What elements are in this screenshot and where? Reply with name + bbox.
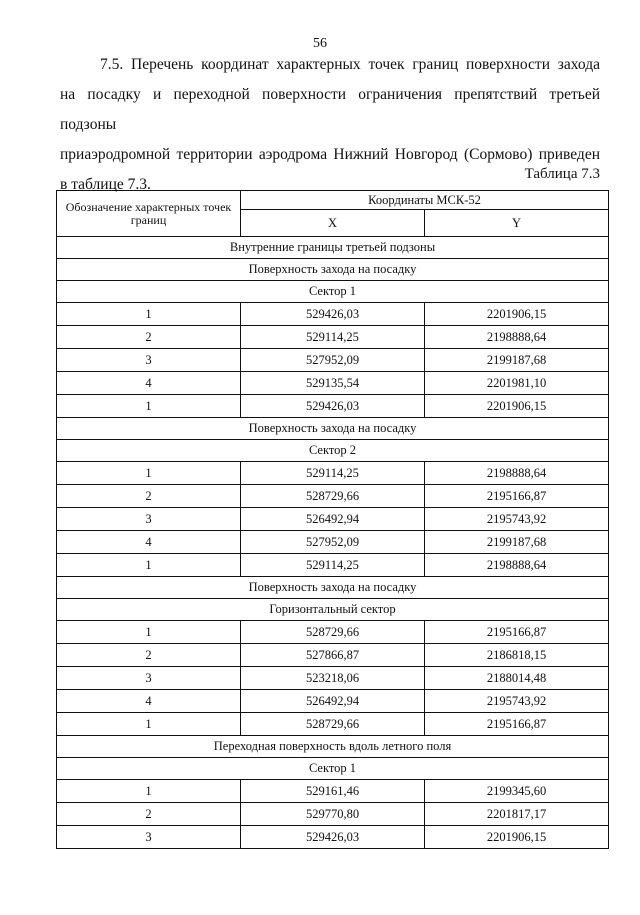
section-title: Сектор 1: [57, 758, 609, 780]
y-cell: 2195166,87: [425, 621, 609, 644]
table-body: [57, 237, 609, 849]
section-row: [57, 259, 609, 281]
x-cell: 529114,25: [241, 326, 425, 349]
table-row: [57, 349, 609, 372]
x-cell: 528729,66: [241, 713, 425, 736]
y-cell: 2201817,17: [425, 803, 609, 826]
point-cell: 1: [57, 395, 241, 418]
point-cell: 2: [57, 485, 241, 508]
y-cell: 2195743,92: [425, 690, 609, 713]
x-cell: 528729,66: [241, 485, 425, 508]
section-title: Внутренние границы третьей подзоны: [57, 237, 609, 259]
x-cell: 529770,80: [241, 803, 425, 826]
section-row: [57, 577, 609, 599]
point-cell: 1: [57, 462, 241, 485]
table-caption: Таблица 7.3: [524, 166, 600, 182]
point-cell: 3: [57, 826, 241, 849]
section-title: Горизонтальный сектор: [57, 599, 609, 621]
y-cell: 2201906,15: [425, 826, 609, 849]
y-cell: 2199345,60: [425, 780, 609, 803]
y-cell: 2199187,68: [425, 349, 609, 372]
table-row: [57, 508, 609, 531]
x-cell: 527952,09: [241, 531, 425, 554]
intro-line-4: в таблице 7.3.: [60, 176, 151, 193]
table-row: [57, 326, 609, 349]
y-cell: 2188014,48: [425, 667, 609, 690]
y-cell: 2198888,64: [425, 554, 609, 577]
table-row: [57, 713, 609, 736]
y-cell: 2198888,64: [425, 326, 609, 349]
point-cell: 3: [57, 667, 241, 690]
y-cell: 2201906,15: [425, 395, 609, 418]
intro-line-2: на посадку и переходной поверхности ограничения препятствий третьей подзоны: [60, 86, 600, 133]
section-row: [57, 736, 609, 758]
table-row: [57, 395, 609, 418]
y-cell: 2186818,15: [425, 644, 609, 667]
table-row: [57, 803, 609, 826]
table-row: [57, 826, 609, 849]
table-row: [57, 780, 609, 803]
table-row: [57, 644, 609, 667]
x-cell: 526492,94: [241, 508, 425, 531]
y-cell: 2201981,10: [425, 372, 609, 395]
point-cell: 1: [57, 554, 241, 577]
table-row: [57, 485, 609, 508]
table-row: [57, 690, 609, 713]
point-cell: 3: [57, 508, 241, 531]
x-cell: 529114,25: [241, 462, 425, 485]
table-row: [57, 531, 609, 554]
point-cell: 4: [57, 690, 241, 713]
y-cell: 2195166,87: [425, 713, 609, 736]
x-cell: 529135,54: [241, 372, 425, 395]
section-title: Поверхность захода на посадку: [57, 259, 609, 281]
section-row: [57, 237, 609, 259]
section-row: [57, 418, 609, 440]
table-row: [57, 372, 609, 395]
section-row: [57, 440, 609, 462]
section-title: Поверхность захода на посадку: [57, 577, 609, 599]
header-coords-title: Координаты МСК-52: [241, 191, 609, 210]
x-cell: 529426,03: [241, 395, 425, 418]
intro-paragraph: [60, 50, 600, 200]
x-cell: 529426,03: [241, 303, 425, 326]
section-title: Сектор 1: [57, 281, 609, 303]
coordinates-table: [56, 190, 609, 849]
x-cell: 529161,46: [241, 780, 425, 803]
section-title: Сектор 2: [57, 440, 609, 462]
point-cell: 2: [57, 803, 241, 826]
point-cell: 2: [57, 644, 241, 667]
point-cell: 2: [57, 326, 241, 349]
table-row: [57, 462, 609, 485]
x-cell: 527952,09: [241, 349, 425, 372]
table-row: [57, 667, 609, 690]
header-point-designation: Обозначение характерных точек границ: [57, 191, 241, 237]
intro-line-3: приаэродромной территории аэродрома Нижний Новгород (Сормово) приведен: [60, 146, 600, 163]
x-cell: 526492,94: [241, 690, 425, 713]
header-y: Y: [425, 210, 609, 237]
y-cell: 2198888,64: [425, 462, 609, 485]
point-cell: 1: [57, 713, 241, 736]
intro-line-1: 7.5. Перечень координат характерных точек границ поверхности захода: [100, 56, 600, 73]
page-number: 56: [313, 36, 327, 51]
x-cell: 527866,87: [241, 644, 425, 667]
section-title: Переходная поверхность вдоль летного поля: [57, 736, 609, 758]
section-title: Поверхность захода на посадку: [57, 418, 609, 440]
table-row: [57, 554, 609, 577]
x-cell: 529426,03: [241, 826, 425, 849]
section-row: [57, 281, 609, 303]
section-row: [57, 599, 609, 621]
point-cell: 4: [57, 531, 241, 554]
x-cell: 528729,66: [241, 621, 425, 644]
point-cell: 4: [57, 372, 241, 395]
y-cell: 2195743,92: [425, 508, 609, 531]
point-cell: 1: [57, 621, 241, 644]
table-row: [57, 621, 609, 644]
x-cell: 529114,25: [241, 554, 425, 577]
point-cell: 1: [57, 303, 241, 326]
point-cell: 3: [57, 349, 241, 372]
header-x: X: [241, 210, 425, 237]
section-row: [57, 758, 609, 780]
x-cell: 523218,06: [241, 667, 425, 690]
y-cell: 2199187,68: [425, 531, 609, 554]
point-cell: 1: [57, 780, 241, 803]
y-cell: 2195166,87: [425, 485, 609, 508]
table-row: [57, 303, 609, 326]
y-cell: 2201906,15: [425, 303, 609, 326]
